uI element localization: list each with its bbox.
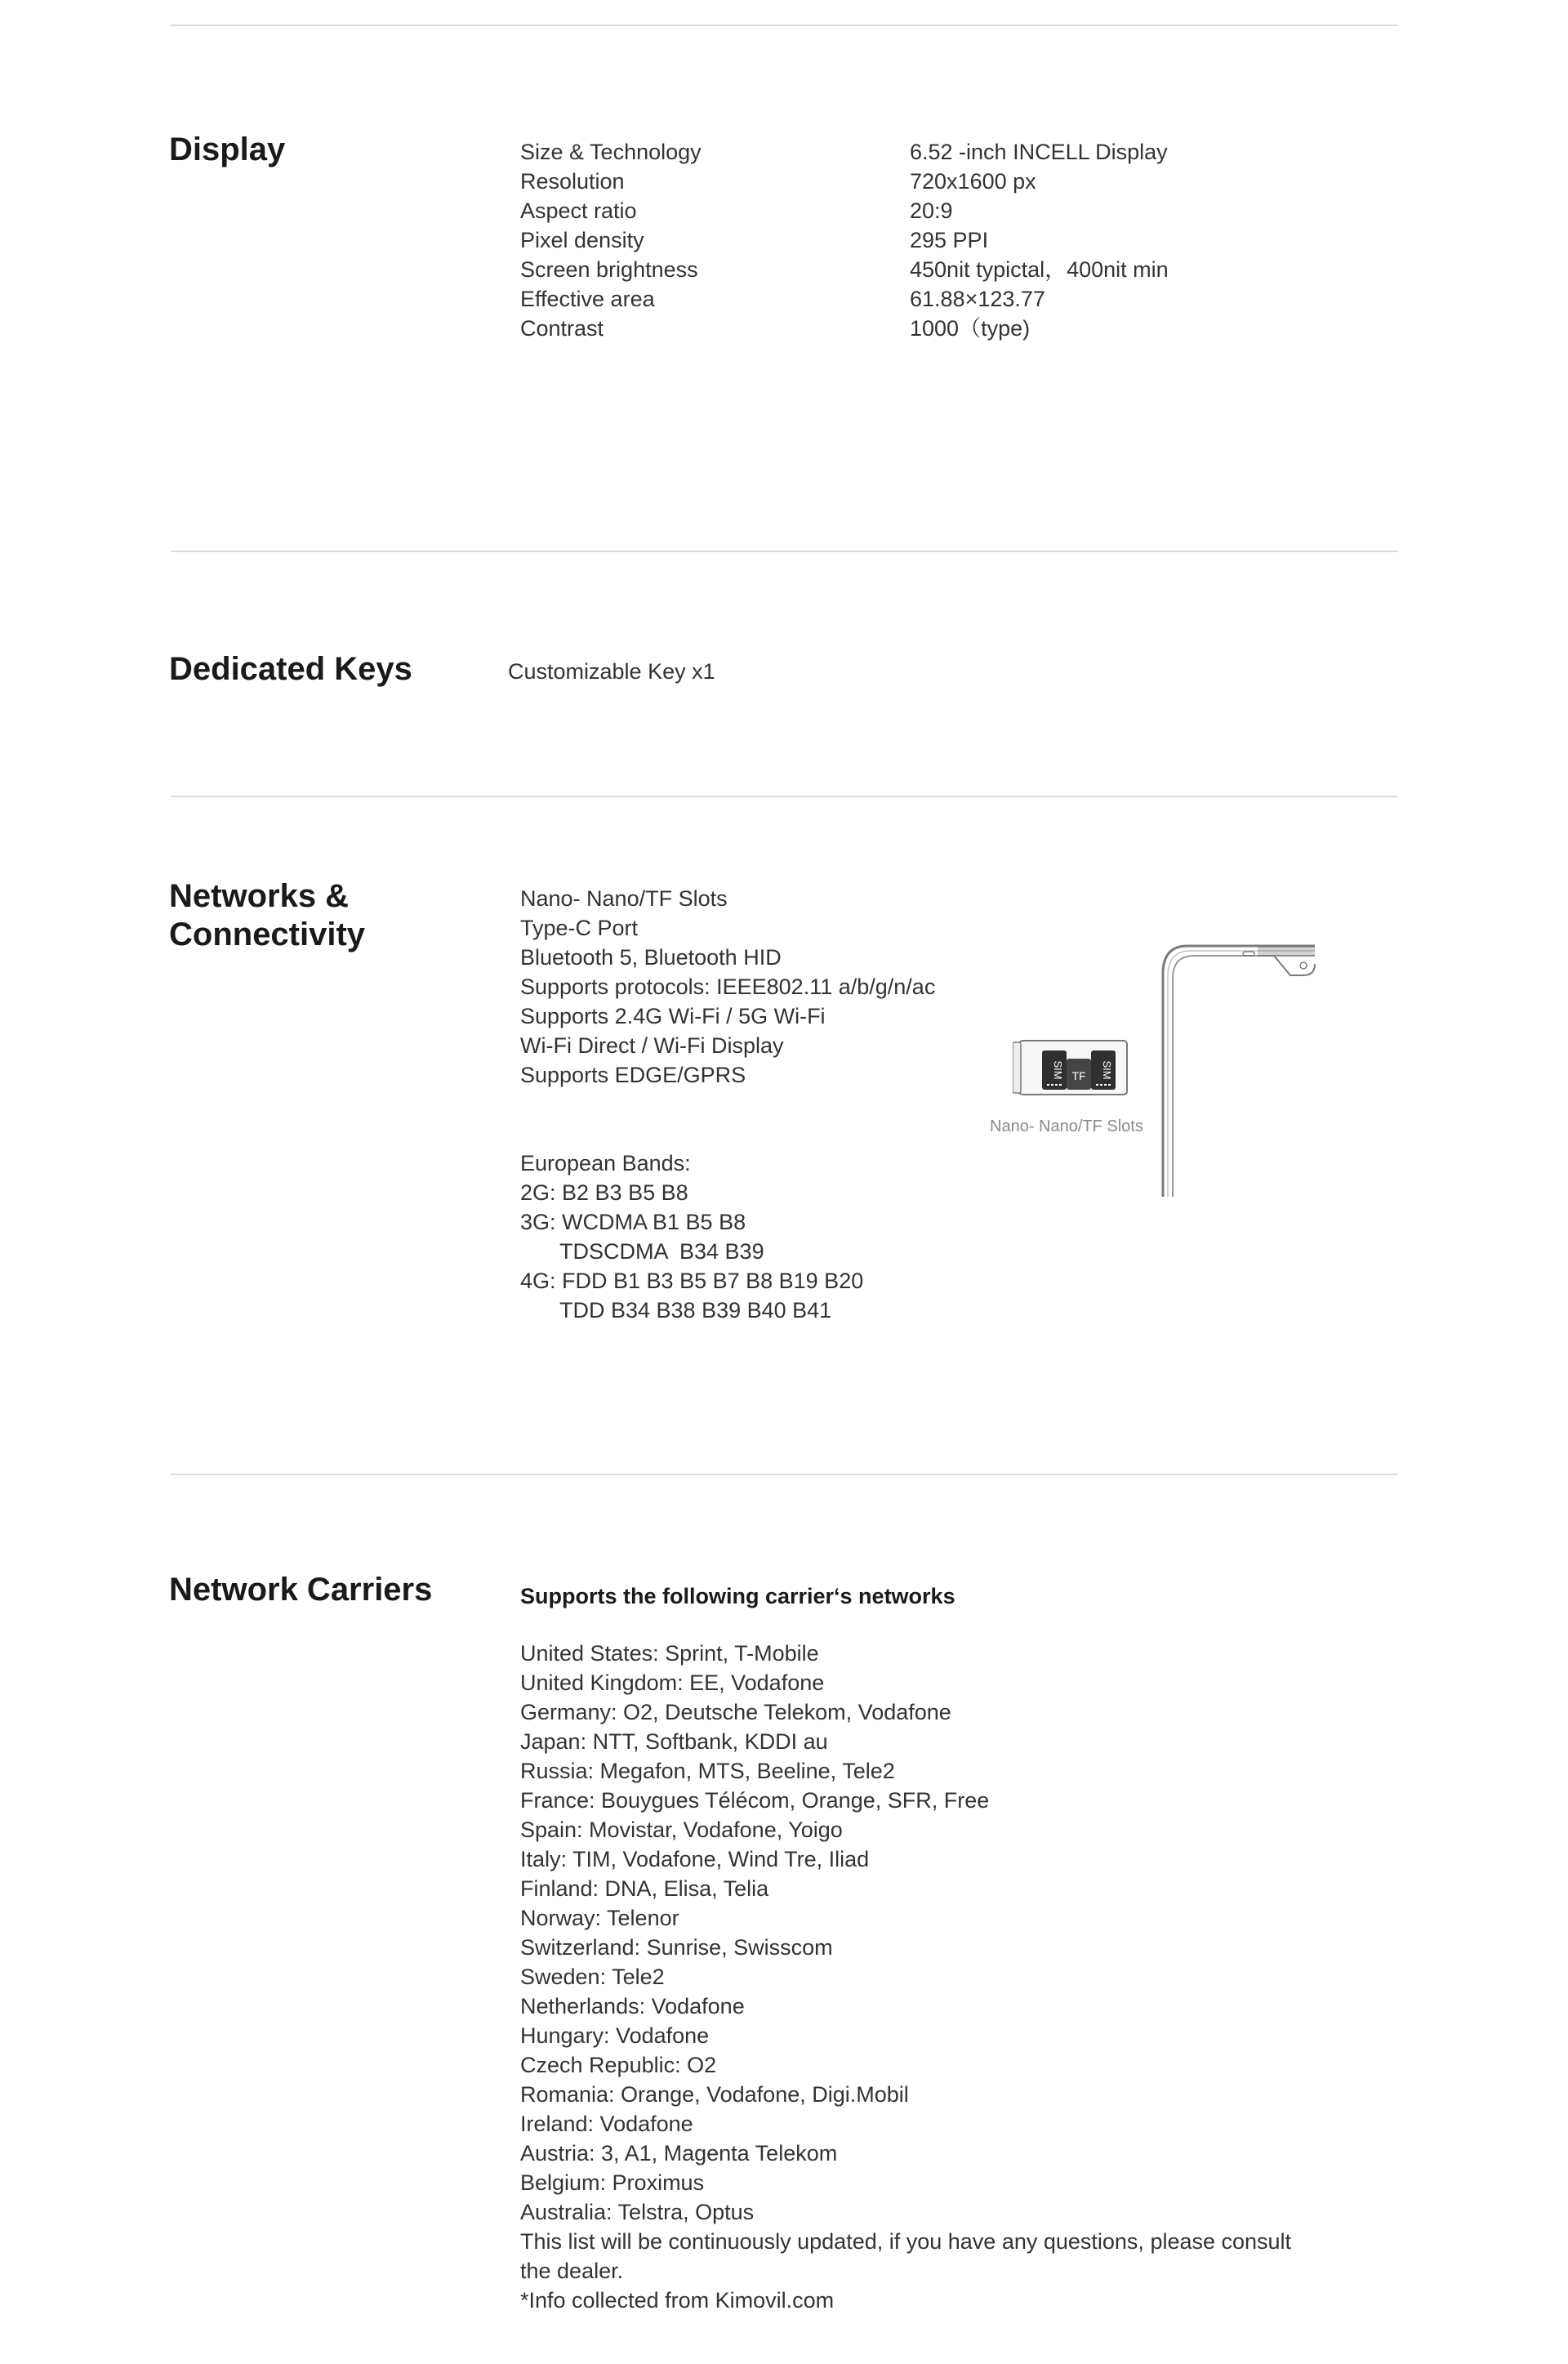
network-item: Wi-Fi Direct / Wi-Fi Display <box>520 1033 784 1058</box>
key-item: Customizable Key x1 <box>508 659 715 684</box>
carrier-item: Italy: TIM, Vodafone, Wind Tre, Iliad <box>520 1847 870 1871</box>
keys-list <box>508 657 715 686</box>
tray-label-tf: TF <box>1071 1069 1086 1082</box>
spec-label: Contrast <box>520 316 604 341</box>
spec-value: 295 PPI <box>910 228 989 252</box>
bands-title: European Bands: <box>520 1151 691 1175</box>
carriers-note: the dealer. <box>520 2259 624 2283</box>
sim-tray-handle <box>1013 1042 1021 1093</box>
band-item: TDD B34 B38 B39 B40 B41 <box>559 1298 832 1323</box>
carrier-item: Belgium: Proximus <box>520 2170 705 2195</box>
spec-label: Aspect ratio <box>520 198 637 223</box>
spec-value: 1000（type) <box>910 316 1031 341</box>
carrier-item: Australia: Telstra, Optus <box>520 2200 755 2224</box>
carrier-item: Spain: Movistar, Vodafone, Yoigo <box>520 1818 843 1842</box>
list-spacer <box>520 1090 935 1149</box>
carrier-item: Romania: Orange, Vodafone, Digi.Mobil <box>520 2082 909 2107</box>
display-spec-labels <box>520 137 702 343</box>
carrier-item: Austria: 3, A1, Magenta Telekom <box>520 2141 838 2166</box>
carrier-item: Switzerland: Sunrise, Swisscom <box>520 1935 833 1960</box>
section-title-networks <box>169 877 365 954</box>
section-title-network-carriers: Network Carriers <box>169 1572 433 1608</box>
divider-display <box>171 551 1398 552</box>
carrier-item: United Kingdom: EE, Vodafone <box>520 1670 825 1695</box>
network-item: Bluetooth 5, Bluetooth HID <box>520 945 782 970</box>
phone-frame-mid <box>1168 951 1315 1197</box>
band-item: TDSCDMA B34 B39 <box>559 1239 764 1264</box>
sim-tray-illustration <box>1013 939 1323 1201</box>
carriers-source: *Info collected from Kimovil.com <box>520 2288 835 2313</box>
spec-value: 450nit typictal，400nit min <box>910 257 1169 282</box>
network-item: Supports EDGE/GPRS <box>520 1063 746 1087</box>
spec-value: 6.52 -inch INCELL Display <box>910 140 1168 164</box>
network-item: Supports protocols: IEEE802.11 a/b/g/n/ac <box>520 975 936 999</box>
spec-value: 720x1600 px <box>910 169 1036 194</box>
title-line: Networks & <box>169 878 350 914</box>
network-item: Nano- Nano/TF Slots <box>520 886 728 911</box>
phone-top-edge <box>1258 946 1315 956</box>
carrier-item: Russia: Megafon, MTS, Beeline, Tele2 <box>520 1759 895 1783</box>
carrier-item: Netherlands: Vodafone <box>520 1994 745 2018</box>
spec-label: Resolution <box>520 169 625 194</box>
phone-speaker <box>1243 952 1254 956</box>
band-item: 4G: FDD B1 B3 B5 B7 B8 B19 B20 <box>520 1269 864 1293</box>
carrier-item: Germany: O2, Deutsche Telekom, Vodafone <box>520 1700 951 1724</box>
spec-label: Pixel density <box>520 228 644 252</box>
spec-value: 61.88×123.77 <box>910 287 1045 311</box>
camera-dot <box>1300 962 1307 969</box>
spec-label: Effective area <box>520 287 655 311</box>
display-spec-values <box>910 137 1169 343</box>
carrier-item: Czech Republic: O2 <box>520 2053 717 2077</box>
carrier-item: Sweden: Tele2 <box>520 1965 665 1989</box>
carriers-note: This list will be continuously updated, if you have any questions, please consult <box>520 2229 1292 2254</box>
band-item: 2G: B2 B3 B5 B8 <box>520 1180 688 1205</box>
tray-label-sim-2: SIM <box>1101 1060 1113 1080</box>
carrier-item: Hungary: Vodafone <box>520 2023 710 2048</box>
section-title-display: Display <box>169 132 286 167</box>
networks-list <box>520 884 935 1325</box>
divider-top <box>171 25 1398 26</box>
phone-frame-inner <box>1173 956 1315 1197</box>
tray-label-sim-1: SIM <box>1052 1060 1064 1080</box>
carrier-item: United States: Sprint, T-Mobile <box>520 1641 819 1666</box>
carrier-item: France: Bouygues Télécom, Orange, SFR, Free <box>520 1788 990 1813</box>
carrier-item: Japan: NTT, Softbank, KDDI au <box>520 1729 828 1754</box>
network-item: Type-C Port <box>520 916 639 940</box>
carrier-item: Norway: Telenor <box>520 1906 679 1930</box>
spec-label: Size & Technology <box>520 140 702 164</box>
phone-frame-outer <box>1163 946 1315 1197</box>
section-title-dedicated-keys: Dedicated Keys <box>169 651 412 687</box>
carrier-item: Finland: DNA, Elisa, Telia <box>520 1876 769 1901</box>
spec-label: Screen brightness <box>520 257 698 282</box>
title-line: Connectivity <box>169 917 366 952</box>
divider-networks <box>171 1474 1398 1475</box>
carriers-list <box>520 1639 1291 2315</box>
divider-keys <box>171 796 1398 797</box>
spec-value: 20:9 <box>910 198 953 223</box>
band-item: 3G: WCDMA B1 B5 B8 <box>520 1210 746 1234</box>
illustration-caption: Nano- Nano/TF Slots <box>990 1117 1143 1135</box>
carriers-subtitle: Supports the following carrier‘s networks <box>520 1584 956 1608</box>
network-item: Supports 2.4G Wi-Fi / 5G Wi-Fi <box>520 1004 826 1028</box>
carrier-item: Ireland: Vodafone <box>520 2112 693 2136</box>
